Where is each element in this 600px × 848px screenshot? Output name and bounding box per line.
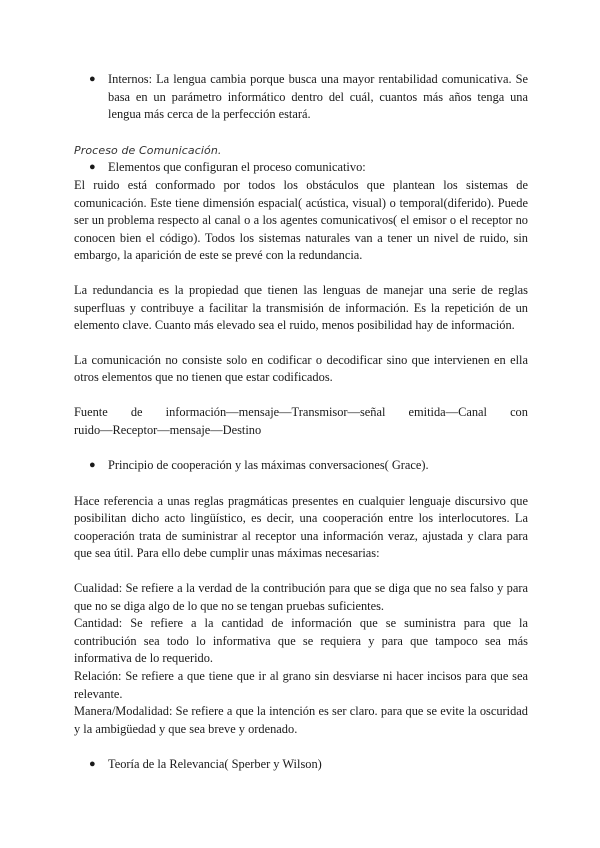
bullet-dot: ●: [89, 758, 96, 771]
paragraph-redundancia: La redundancia es la propiedad que tienen las lenguas de manejar una serie de reglas superfluas y contribuye a facilitar la transmisión de información. Es la repetición de un elemento clave. Cuanto más elevado sea el ruido, menos posibilidad hay de información.: [74, 282, 528, 333]
document-page: [74, 71, 528, 774]
bullet-dot: ●: [89, 161, 96, 174]
bullet-dot: ●: [89, 459, 96, 472]
fuente-word: emitida—Canal: [408, 404, 487, 419]
bullet-principio-text: Principio de cooperación y las máximas conversaciones( Grace).: [108, 458, 429, 473]
section-heading: Proceso de Comunicación.: [74, 143, 222, 157]
bullet-internos: [74, 71, 528, 124]
bullet-dot: ●: [89, 73, 96, 85]
fuente-word: Fuente: [74, 404, 108, 419]
maxima-relacion: Relación: Se refiere a que tiene que ir al grano sin desviarse ni hacer incisos para que sea relevante.: [74, 669, 528, 701]
paragraph-comunicacion: La comunicación no consiste solo en codificar o decodificar sino que intervienen en ella otros elementos que no tienen que estar codificados.: [74, 352, 528, 385]
maxima-manera: Manera/Modalidad: Se refiere a que la intención es ser claro. para que se evite la oscuridad y la ambigüedad y que sea breve y ordenado.: [74, 704, 528, 736]
bullet-elementos-text: Elementos que configuran el proceso comunicativo:: [108, 160, 366, 175]
fuente-line: [74, 404, 528, 422]
bullet-teoria: [74, 756, 528, 774]
maxima-cantidad: Cantidad: Se refiere a la cantidad de información que se suministra para que la contribución sea todo lo informativa que se requiera y para que tampoco sea más informativa de lo requerido.: [74, 616, 528, 666]
bullet-internos-text: Internos: La lengua cambia porque busca una mayor rentabilidad comunicativa. Se basa en un parámetro informático dentro del cuál, cuantos más años tenga una lengua más cerca de la perfección estará.: [108, 72, 528, 122]
bullet-principio: [74, 457, 528, 475]
bullet-teoria-text: Teoría de la Relevancia( Sperber y Wilson): [108, 757, 322, 772]
maxima-cualidad: Cualidad: Se refiere a la verdad de la contribución para que se diga que no sea falso y para que no se diga algo de lo que no se tengan pruebas suficientes.: [74, 581, 528, 613]
paragraph-referencia: Hace referencia a unas reglas pragmáticas presentes en cualquier lenguaje discursivo que posibilitan dicho acto lingüístico, es decir, una cooperación entre los interlocutores. La cooperación trata de suministrar al receptor una información veraz, ajustada y clara para que sea útil. Para ello debe cumplir unas máximas necesarias:: [74, 493, 528, 561]
fuente-word: con: [510, 404, 528, 419]
fuente-word: información—mensaje—Transmisor—señal: [165, 404, 386, 419]
bullet-elementos: [74, 159, 528, 177]
paragraph-ruido: El ruido está conformado por todos los obstáculos que plantean los sistemas de comunicación. Este tiene dimensión espacial( acústica, visual) o temporal(diferido). Puede ser un problema respecto al canal o a los agentes comunicativos( el emisor o el receptor no conocen bien el código). Todos los sistemas naturales van a tener un nivel de ruido, sin embargo, la aparición de este se prevé con la redundancia.: [74, 177, 528, 263]
fuente-word: de: [130, 404, 143, 419]
fuente-line-2: ruido—Receptor—mensaje—Destino: [74, 422, 262, 437]
